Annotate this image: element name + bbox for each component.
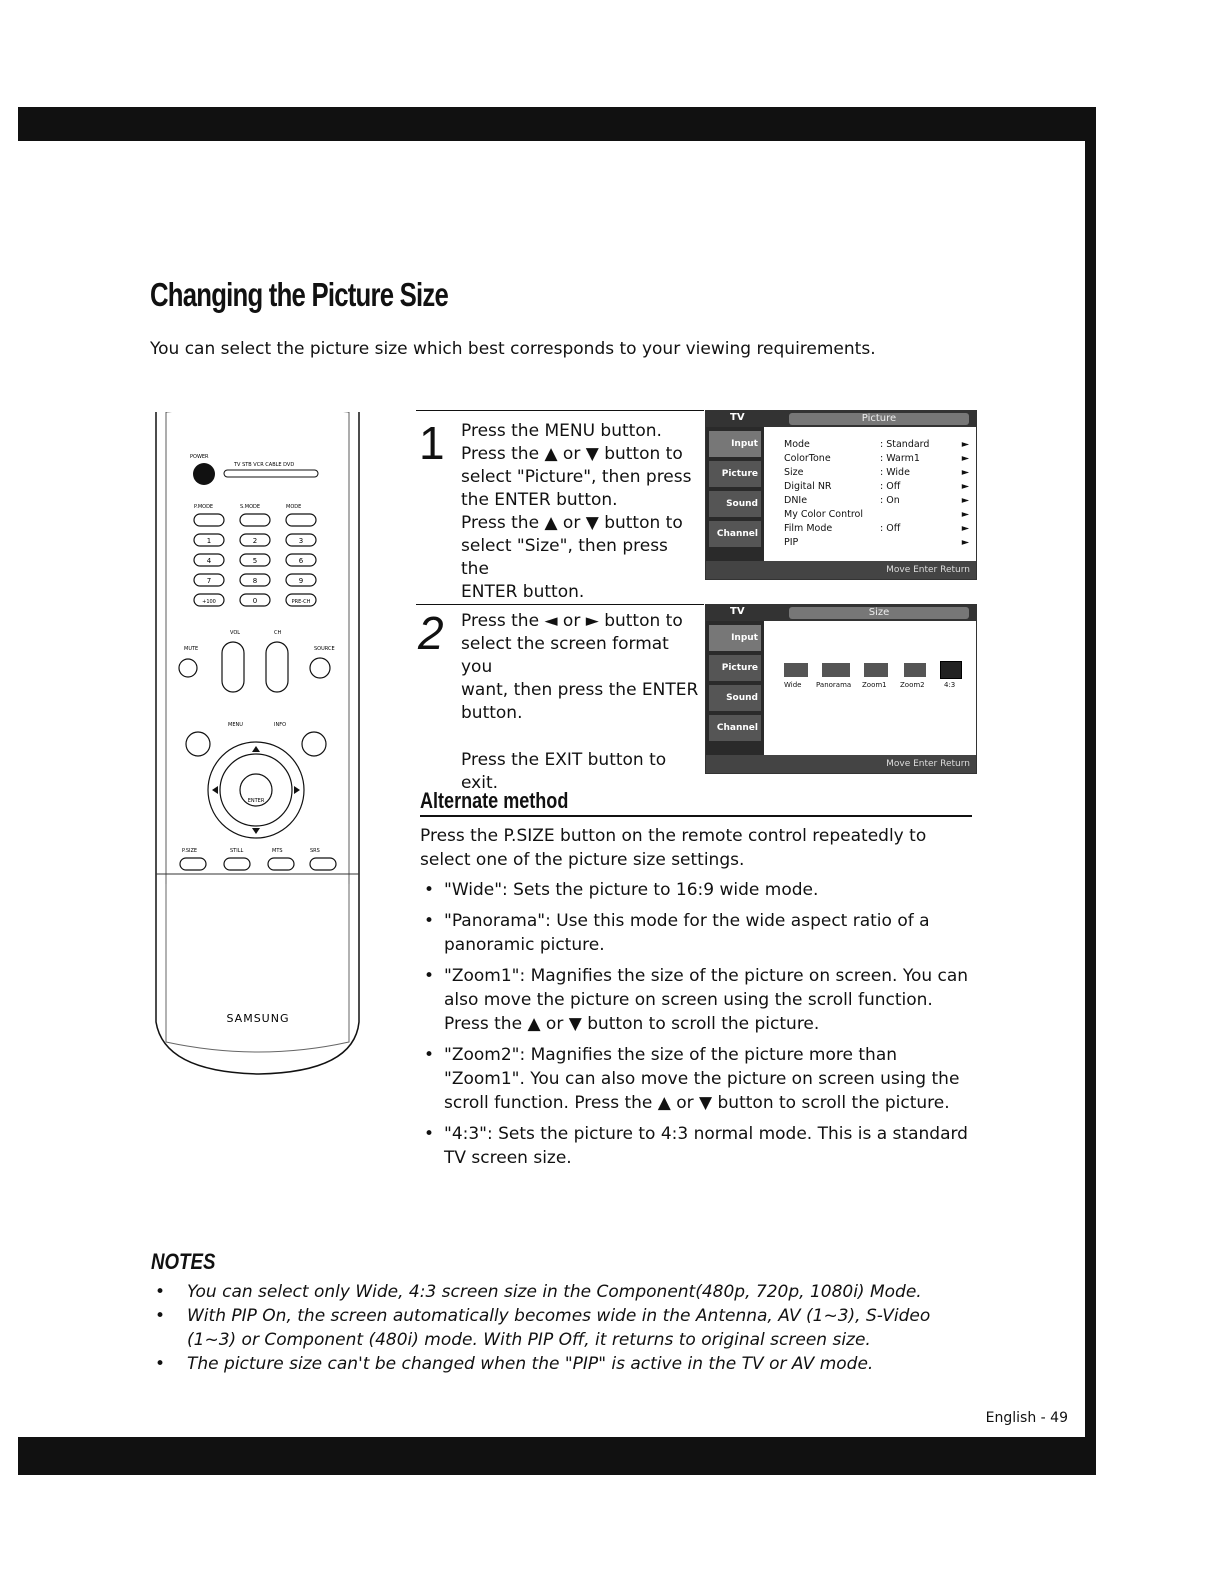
step2-line: button.	[461, 703, 523, 723]
osd-row	[784, 481, 969, 493]
osd-row-key: Film Mode	[784, 523, 833, 534]
alternate-heading: Alternate method	[420, 788, 569, 813]
osd-top-bar	[706, 605, 976, 621]
osd-row-value: : Wide	[880, 467, 910, 478]
step1-text	[461, 420, 701, 604]
osd-footer: Move Enter Return	[706, 561, 976, 579]
size-options	[782, 661, 968, 695]
osd-tab-sound: Sound	[709, 685, 761, 711]
osd-row-key: ColorTone	[784, 453, 831, 464]
remote-control-illustration	[154, 412, 364, 1077]
notes-heading: NOTES	[151, 1249, 216, 1274]
size-option-label: Zoom2	[900, 681, 925, 689]
osd-tab-input: Input	[709, 431, 761, 457]
smode-label: S.MODE	[240, 504, 261, 510]
osd-row	[784, 467, 969, 479]
menu-label: MENU	[228, 722, 243, 728]
osd-sidebar	[706, 621, 764, 755]
list-item: • "Zoom2": Magnifies the size of the picture more than "Zoom1". You can also move the picture on screen using the scroll function. Press the ▲ or ▼ button to scroll the picture.	[420, 1043, 980, 1115]
osd-row-key: PIP	[784, 537, 799, 548]
digit-prech: PRE-CH	[291, 599, 311, 605]
osd-tab-sound: Sound	[709, 491, 761, 517]
arrow-right-icon: ►	[961, 439, 969, 450]
list-item: • "Wide": Sets the picture to 16:9 wide mode.	[420, 878, 980, 902]
digit-0: 0	[252, 597, 258, 605]
mute-label: MUTE	[184, 646, 199, 652]
size-option-label: Wide	[784, 681, 802, 689]
alternate-rule	[420, 815, 972, 817]
osd-row-key: My Color Control	[784, 509, 864, 520]
arrow-right-icon: ►	[961, 509, 969, 520]
step2-text	[461, 610, 701, 795]
size-option-label: 4:3	[944, 681, 956, 689]
arrow-right-icon: ►	[961, 537, 969, 548]
digit-plus100: +100	[202, 599, 216, 605]
psize-label: P.SIZE	[182, 848, 198, 854]
list-item: • "4:3": Sets the picture to 4:3 normal mode. This is a standard TV screen size.	[420, 1122, 980, 1170]
step1-rule	[416, 410, 704, 411]
step1-line: select "Picture", then press	[461, 467, 692, 487]
step1-line: Press the MENU button.	[461, 421, 662, 441]
arrow-right-icon: ►	[961, 495, 969, 506]
step2-line: Press the ◄ or ► button to	[461, 611, 683, 631]
osd-row	[784, 509, 969, 521]
osd-row-value: : Standard	[880, 439, 930, 450]
osd-row-key: Size	[784, 467, 804, 478]
right-rule	[1085, 107, 1096, 1437]
arrow-right-icon: ►	[961, 481, 969, 492]
digit-6: 6	[298, 557, 304, 565]
step1-line: the ENTER button.	[461, 490, 618, 510]
zoom1-thumbnail	[864, 663, 888, 677]
bottom-rule	[18, 1437, 1096, 1475]
digit-4: 4	[206, 557, 212, 565]
alternate-intro: Press the P.SIZE button on the remote control repeatedly to select one of the picture size settings.	[420, 826, 927, 870]
size-option-label: Panorama	[816, 681, 852, 689]
osd-sidebar	[706, 427, 764, 561]
step2-rule	[416, 604, 704, 605]
page-title: Changing the Picture Size	[150, 276, 449, 313]
osd-title: Picture	[789, 413, 969, 425]
step1-line: ENTER button.	[461, 582, 585, 602]
digit-7: 7	[206, 577, 212, 585]
osd-row-key: Mode	[784, 439, 810, 450]
power-label: POWER	[190, 454, 209, 460]
osd-row	[784, 523, 969, 535]
size-option-label: Zoom1	[862, 681, 887, 689]
step2-number: 2	[418, 607, 444, 659]
step2-line: want, then press the ENTER	[461, 680, 699, 700]
osd-row-value: : Off	[880, 523, 901, 534]
list-item: • "Panorama": Use this mode for the wide aspect ratio of a panoramic picture.	[420, 909, 980, 957]
mode-label: MODE	[286, 504, 302, 510]
osd-row-key: DNIe	[784, 495, 808, 506]
digit-5: 5	[252, 557, 258, 565]
osd-row-value: : Warm1	[880, 453, 920, 464]
digit-8: 8	[252, 577, 258, 585]
srs-label: SRS	[310, 848, 320, 854]
osd-row-value: : On	[880, 495, 900, 506]
osd-top-bar	[706, 411, 976, 427]
step2-exit: Press the EXIT button to exit.	[461, 750, 667, 793]
power-button	[193, 463, 215, 485]
osd-tab-picture: Picture	[709, 655, 761, 681]
osd-row	[784, 495, 969, 507]
arrow-right-icon: ►	[961, 523, 969, 534]
info-label: INFO	[274, 722, 287, 728]
step1-number: 1	[419, 417, 445, 469]
step1-line: select "Size", then press the	[461, 536, 668, 579]
osd-tab-input: Input	[709, 625, 761, 651]
arrow-right-icon: ►	[961, 467, 969, 478]
top-rule	[18, 107, 1096, 141]
step1-line: Press the ▲ or ▼ button to	[461, 444, 683, 464]
vol-label: VOL	[230, 630, 241, 636]
digit-2: 2	[252, 537, 258, 545]
osd-title: Size	[789, 607, 969, 619]
arrow-right-icon: ►	[961, 453, 969, 464]
mode-row-label: TV STB VCR CABLE DVD	[234, 462, 295, 468]
alternate-list	[420, 878, 980, 1177]
43-thumbnail	[940, 661, 962, 679]
pmode-label: P.MODE	[194, 504, 214, 510]
zoom2-thumbnail	[904, 663, 926, 677]
osd-tab-picture: Picture	[709, 461, 761, 487]
step2-line: select the screen format you	[461, 634, 669, 677]
osd-tv-label: TV	[730, 606, 745, 617]
source-label: SOURCE	[314, 646, 335, 652]
list-item: • You can select only Wide, 4:3 screen size in the Component(480p, 720p, 1080i) Mode.	[151, 1280, 981, 1304]
still-label: STILL	[230, 848, 244, 854]
picture-menu-screenshot	[705, 410, 977, 580]
osd-footer: Move Enter Return	[706, 755, 976, 773]
osd-row-key: Digital NR	[784, 481, 832, 492]
list-item: • "Zoom1": Magnifies the size of the picture on screen. You can also move the picture on screen using the scroll function. Press the ▲ or ▼ button to scroll the picture.	[420, 964, 980, 1036]
panorama-thumbnail	[822, 663, 850, 677]
osd-row	[784, 453, 969, 465]
osd-tab-channel: Channel	[709, 715, 761, 741]
intro-text: You can select the picture size which best corresponds to your viewing requirements.	[150, 339, 876, 359]
osd-tv-label: TV	[730, 412, 745, 423]
ch-label: CH	[274, 630, 282, 636]
size-menu-screenshot	[705, 604, 977, 774]
osd-row	[784, 439, 969, 451]
osd-row-value: : Off	[880, 481, 901, 492]
list-item: • With PIP On, the screen automatically becomes wide in the Antenna, AV (1~3), S-Video (1~3) or Component (480i) mode. With PIP Off, it returns to original screen size.	[151, 1304, 981, 1352]
mts-label: MTS	[272, 848, 283, 854]
step1-line: Press the ▲ or ▼ button to	[461, 513, 683, 533]
osd-row	[784, 537, 969, 549]
samsung-logo: SAMSUNG	[226, 1012, 290, 1025]
digit-9: 9	[298, 577, 304, 585]
osd-tab-channel: Channel	[709, 521, 761, 547]
wide-thumbnail	[784, 663, 808, 677]
digit-3: 3	[298, 537, 304, 545]
notes-list	[151, 1280, 981, 1376]
page-number: English - 49	[985, 1410, 1068, 1426]
list-item: • The picture size can't be changed when the "PIP" is active in the TV or AV mode.	[151, 1352, 981, 1376]
enter-label: ENTER	[247, 798, 265, 804]
digit-1: 1	[206, 537, 212, 545]
